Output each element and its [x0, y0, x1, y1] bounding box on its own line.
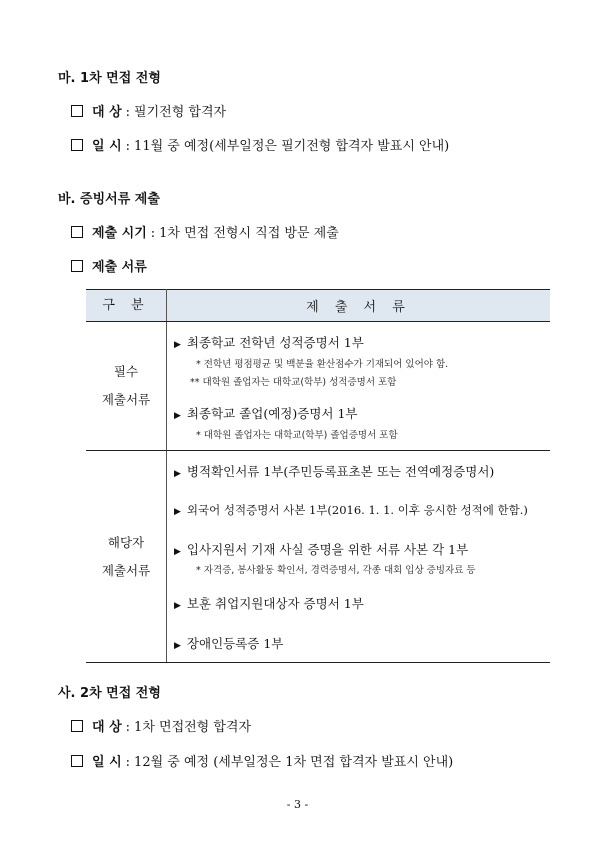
bullet-triangle-icon: ▶: [174, 600, 181, 611]
section-title-ma: 마. 1차 면접 전형: [58, 71, 161, 86]
bullet-triangle-icon: ▶: [174, 506, 181, 517]
row-label: 제출 서류: [92, 260, 147, 275]
required-docs-cell: [167, 322, 551, 451]
row-value: 12월 중 예정 (세부일정은 1차 면접 합격자 발표시 안내): [134, 755, 454, 770]
bullet-triangle-icon: ▶: [174, 640, 181, 651]
conditional-docs-cell: [167, 451, 551, 663]
row-ma-date: 일 시 : 11월 중 예정(세부일정은 필기전형 합격자 발표시 안내): [71, 135, 449, 154]
documents-table: [86, 289, 550, 663]
note: * 대학원 졸업자는 대학교(학부) 졸업증명서 포함: [196, 430, 398, 441]
row-ba-docs: [71, 256, 147, 275]
row-value: 1차 면접전형 합격자: [134, 720, 252, 735]
bullet-triangle-icon: ▶: [174, 411, 181, 421]
list-item: ▶ 장애인등록증 1부: [174, 635, 284, 651]
note: * 전학년 평점평균 및 백분율 환산점수가 기재되어 있어야 함.: [196, 359, 449, 370]
section-title-sa: 사. 2차 면접 전형: [58, 686, 161, 701]
table-row: [86, 322, 550, 451]
list-item: ▶ 최종학교 전학년 성적증명서 1부: [174, 335, 364, 350]
checkbox-icon: [71, 260, 83, 272]
row-value: 1차 면접 전형시 직접 방문 제출: [159, 226, 339, 241]
row-label: 대 상: [92, 720, 122, 735]
bullet-triangle-icon: ▶: [174, 340, 181, 350]
row-ma-target: 대 상 : 필기전형 합격자: [71, 101, 226, 120]
row-label: 제출 시기: [92, 226, 147, 241]
list-item: ▶ 입사지원서 기재 사실 증명을 위한 서류 사본 각 1부: [174, 541, 469, 557]
table-row: [86, 451, 550, 663]
row-sa-target: 대 상 : 1차 면접전형 합격자: [71, 716, 251, 735]
category-conditional: 해당자 제출서류: [86, 451, 167, 663]
bullet-triangle-icon: ▶: [174, 546, 181, 557]
table-header-row: [86, 290, 550, 322]
list-item: ▶ 병적확인서류 1부(주민등록표초본 또는 전역예정증명서): [174, 463, 495, 479]
header-documents: 제 출 서 류: [167, 290, 551, 322]
checkbox-icon: [71, 755, 83, 767]
category-required: 필수 제출서류: [86, 322, 167, 451]
bullet-triangle-icon: ▶: [174, 468, 181, 479]
list-item: ▶ 외국어 성적증명서 사본 1부(2016. 1. 1. 이후 응시한 성적에 한함.): [174, 502, 528, 517]
row-ba-period: 제출 시기 : 1차 면접 전형시 직접 방문 제출: [71, 222, 339, 241]
row-sa-date: 일 시 : 12월 중 예정 (세부일정은 1차 면접 합격자 발표시 안내): [71, 751, 453, 770]
checkbox-icon: [71, 105, 83, 117]
section-title-ba: 바. 증빙서류 제출: [58, 192, 160, 207]
header-category: 구 분: [86, 290, 167, 322]
list-item: ▶ 최종학교 졸업(예정)증명서 1부: [174, 406, 358, 421]
checkbox-icon: [71, 139, 83, 151]
row-value: 필기전형 합격자: [134, 105, 227, 120]
row-label: 대 상: [92, 105, 122, 120]
list-item: ▶ 보훈 취업지원대상자 증명서 1부: [174, 595, 364, 611]
checkbox-icon: [71, 720, 83, 732]
checkbox-icon: [71, 226, 83, 238]
page-number: - 3 -: [286, 798, 309, 811]
row-value: 11월 중 예정(세부일정은 필기전형 합격자 발표시 안내): [134, 139, 450, 154]
row-label: 일 시: [92, 139, 122, 154]
note: * 자격증, 봉사활동 확인서, 경력증명서, 각종 대회 입상 증빙자료 등: [196, 564, 476, 576]
note: ** 대학원 졸업자는 대학교(학부) 성적증명서 포함: [190, 377, 397, 388]
row-label: 일 시: [92, 755, 122, 770]
